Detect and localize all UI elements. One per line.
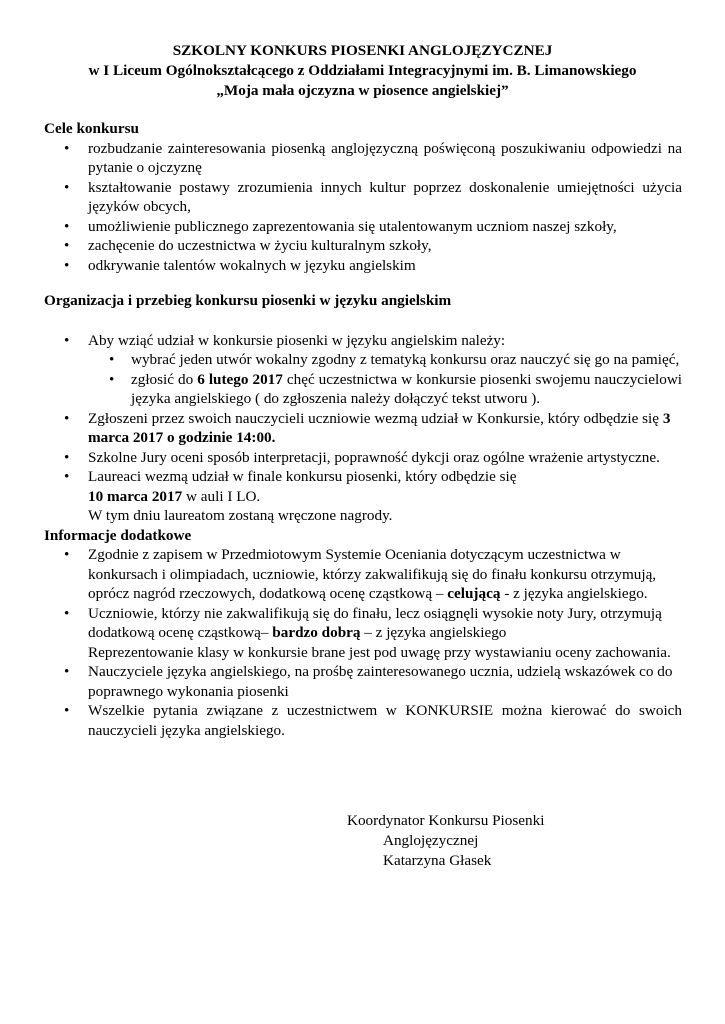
cele-list	[44, 139, 682, 276]
cele-item: • kształtowanie postawy zrozumienia innych kultur poprzez doskonalenie umiejętności użycia języków obcych,	[44, 178, 682, 217]
organizacja-subitem: • wybrać jeden utwór wokalny zgodny z tematyką konkursu oraz nauczyć się go na pamięć,	[88, 350, 682, 370]
header-title: SZKOLNY KONKURS PIOSENKI ANGLOJĘZYCZNEJ	[172, 42, 553, 59]
informacje-list	[44, 545, 682, 740]
grade-celujaca: celującą	[447, 585, 501, 602]
organizacja-sublist	[88, 350, 682, 409]
section-title-informacje: Informacje dodatkowe	[44, 526, 192, 544]
item-text: Zgłoszeni przez swoich nauczycieli uczniowie wezmą udział w Konkursie, który odbędzie się	[88, 409, 663, 427]
item-text: Uczniowie, którzy nie zakwalifikują się do finału, lecz osiągnęli wysokie noty Jury, otrzymują dodatkową ocenę cząstkową–	[88, 604, 662, 641]
signature-name: Katarzyna Głasek	[383, 852, 492, 869]
header-school: w I Liceum Ogólnokształcącego z Oddziałami Integracyjnymi im. B. Limanowskiego	[88, 62, 637, 79]
deadline-date: 6 lutego 2017	[197, 370, 283, 388]
organizacja-item	[44, 467, 682, 526]
informacje-item: • Wszelkie pytania związane z uczestnictwem w KONKURSIE można kierować do swoich nauczycieli języka angielskiego.	[44, 701, 682, 740]
section-title-cele: Cele konkursu	[44, 120, 139, 137]
informacje-item	[44, 545, 682, 604]
cele-item: • rozbudzanie zainteresowania piosenką anglojęzyczną poświęconą poszukiwaniu odpowiedzi na pytanie o ojczyznę	[44, 139, 682, 178]
organizacja-item: • Szkolne Jury oceni sposób interpretacji, poprawność dykcji oraz ogólne wrażenie artystyczne.	[44, 448, 682, 468]
signature-role: Koordynator Konkursu Piosenki	[347, 812, 545, 829]
grade-bardzo-dobra: bardzo dobrą	[272, 624, 361, 641]
subitem-text: chęć uczestnictwa w konkursie piosenki swojemu nauczycielowi języka angielskiego ( do zgłoszenia należy dołączyć tekst utworu ).	[131, 370, 683, 407]
organizacja-item	[44, 409, 682, 448]
header-motto: „Moja mała ojczyzna w piosence angielskiej”	[216, 82, 509, 99]
cele-item: • umożliwienie publicznego zaprezentowania się utalentowanym uczniom naszej szkoły,	[44, 217, 682, 237]
cele-item: • odkrywanie talentów wokalnych w języku angielskim	[44, 256, 682, 276]
organizacja-item	[44, 331, 682, 409]
document-header	[0, 41, 725, 101]
item-text: - z języka angielskiego.	[500, 585, 648, 602]
document-body	[44, 119, 682, 740]
organizacja-list	[44, 331, 682, 526]
organizacja-subitem	[88, 370, 682, 409]
contest-date: 3 marca 2017 o godzinie 14:00.	[88, 409, 671, 446]
organizacja-item-text: Aby wziąć udział w konkursie piosenki w języku angielskim należy:	[88, 331, 506, 349]
item-text: W tym dniu laureatom zostaną wręczone nagrody.	[88, 507, 393, 524]
signature-block	[347, 811, 544, 871]
signature-role-cont: Anglojęzycznej	[383, 832, 479, 849]
section-title-organizacja: Organizacja i przebieg konkursu piosenki w języku angielskim	[44, 292, 452, 309]
item-text: • Laureaci wezmą udział w finale konkursu piosenki, który odbędzie się	[88, 468, 517, 485]
informacje-item	[44, 604, 682, 663]
final-date: 10 marca 2017	[88, 487, 183, 505]
item-text: w auli I LO.	[182, 487, 261, 505]
item-text: – z języka angielskiego	[360, 624, 507, 641]
informacje-item: • Nauczyciele języka angielskiego, na prośbę zainteresowanego ucznia, udzielą wskazówek co do poprawnego wykonania piosenki	[44, 662, 682, 701]
cele-item: • zachęcenie do uczestnictwa w życiu kulturalnym szkoły,	[44, 236, 682, 256]
item-text: Zgodnie z zapisem w Przedmiotowym Systemie Oceniania dotyczącym uczestnictwa w konkursach i olimpiadach, uczniowie, którzy zakwalifikują się do finału konkursu otrzymują, oprócz nagród rzeczowych, dodatkową ocenę cząstkową –	[88, 546, 657, 602]
item-text: Reprezentowanie klasy w konkursie brane jest pod uwagę przy wystawianiu oceny zachowania.	[88, 643, 671, 661]
subitem-text: zgłosić do	[131, 370, 198, 388]
